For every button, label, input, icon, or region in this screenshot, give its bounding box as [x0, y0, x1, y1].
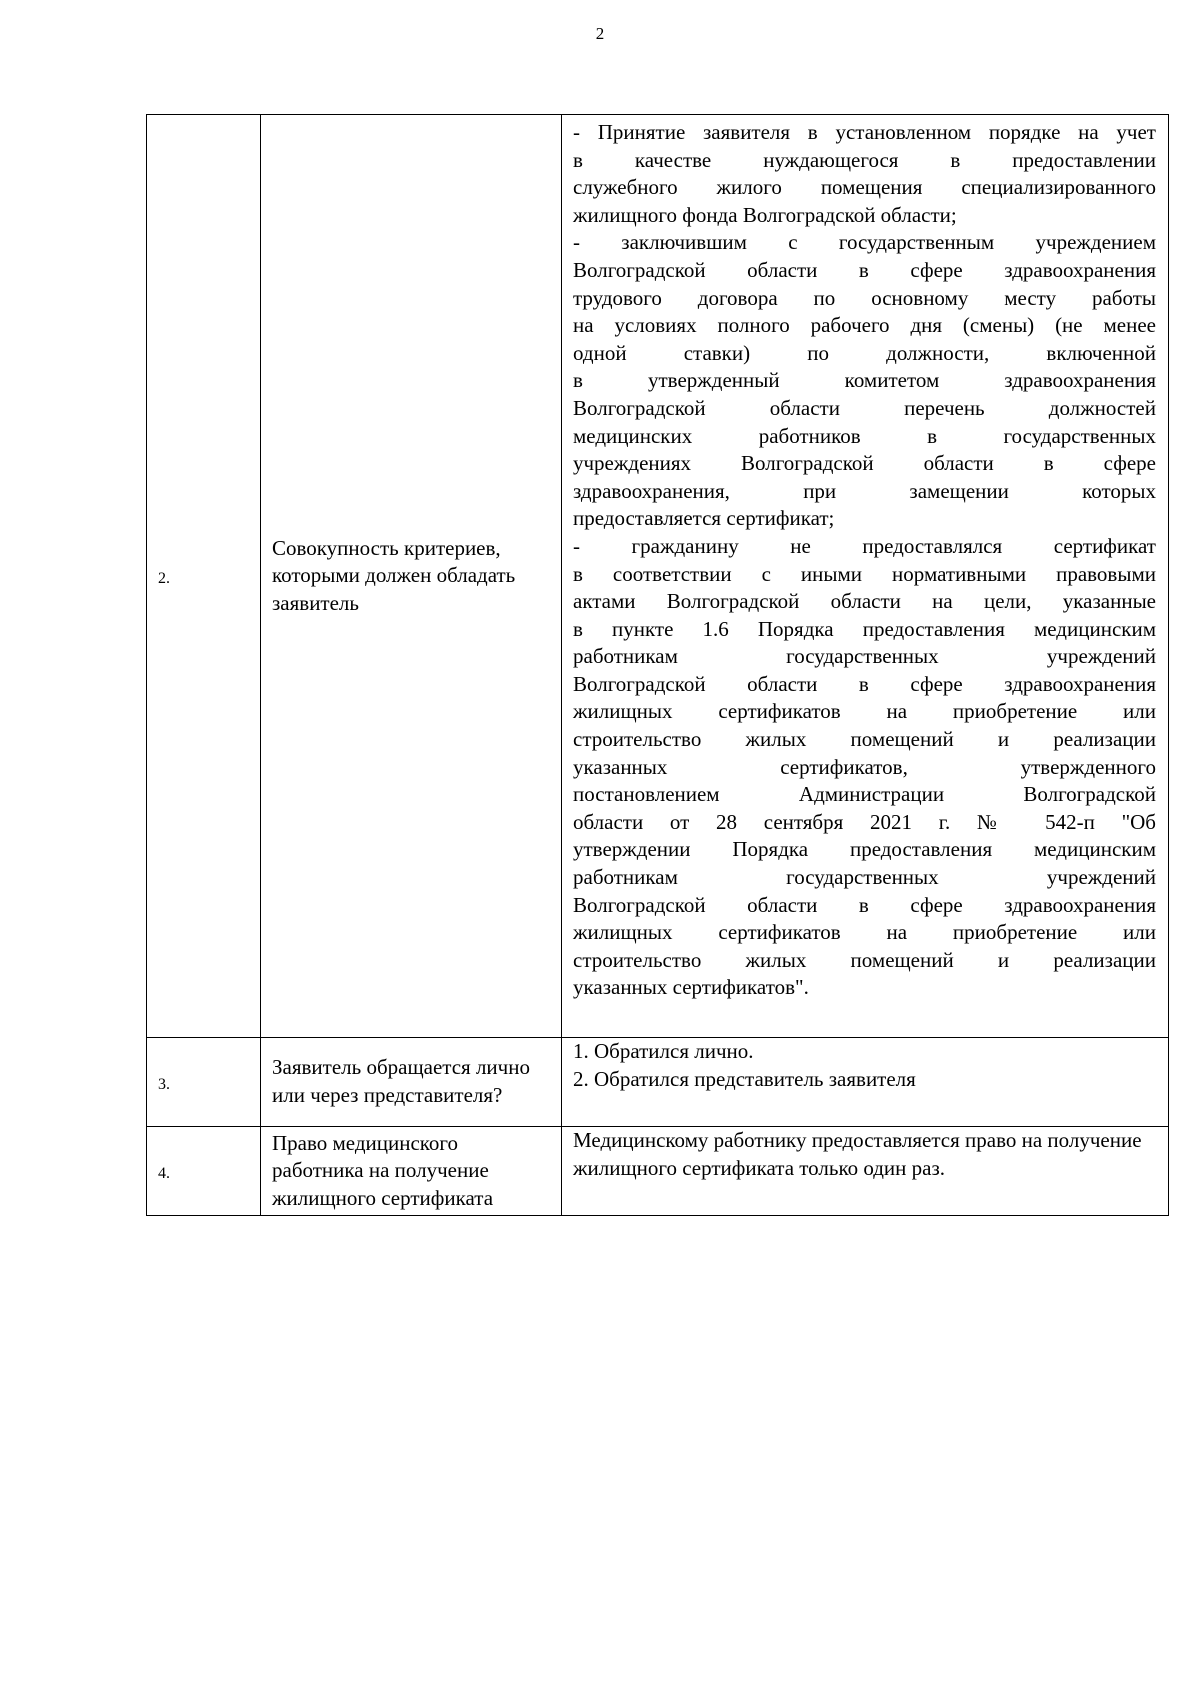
- value-line: в качестве нуждающегося в предоставлении: [573, 147, 1156, 172]
- value-line: медицинских работников в государственных: [573, 423, 1156, 448]
- value-line: одной ставки) по должности, включенной: [573, 340, 1156, 365]
- value-line: Волгоградской области в сфере здравоохранения: [573, 892, 1156, 917]
- value-line: работникам государственных учреждений: [573, 865, 1156, 890]
- value-line: в утвержденный комитетом здравоохранения: [573, 368, 1156, 393]
- value-line: утверждении Порядка предоставления медицинским: [573, 837, 1156, 862]
- value-line: области от 28 сентября 2021 г. № 542-п "Об: [573, 809, 1156, 834]
- value-line: работникам государственных учреждений: [573, 644, 1156, 669]
- value-line: - гражданину не предоставлялся сертификат: [573, 533, 1156, 558]
- value-line: на условиях полного рабочего дня (смены) (не менее: [573, 313, 1156, 338]
- value-line: указанных сертификатов, утвержденного: [573, 754, 1156, 779]
- value-line: в пункте 1.6 Порядка предоставления медицинским: [573, 616, 1156, 641]
- value-line: жилищных сертификатов на приобретение или: [573, 920, 1156, 945]
- value-cell: [562, 1038, 1169, 1127]
- value-cell: Медицинскому работнику предоставляется право на получение жилищного сертификата только один раз.: [562, 1127, 1169, 1216]
- value-line: строительство жилых помещений и реализации: [573, 947, 1156, 972]
- value-line: постановлением Администрации Волгоградской: [573, 782, 1156, 807]
- value-line: Волгоградской области перечень должностей: [573, 395, 1156, 420]
- value-line: 1. Обратился лично.: [573, 1039, 754, 1063]
- value-cell: [562, 115, 1169, 1038]
- value-line: в соответствии с иными нормативными правовыми: [573, 561, 1156, 586]
- value-line: здравоохранения, при замещении которых: [573, 478, 1156, 503]
- value-line: указанных сертификатов".: [573, 975, 809, 1000]
- criterion-cell: Право медицинского работника на получение жилищного сертификата: [261, 1127, 562, 1216]
- value-line: Волгоградской области в сфере здравоохранения: [573, 257, 1156, 282]
- table-row: [147, 115, 1169, 1038]
- value-line: - Принятие заявителя в установленном порядке на учет: [573, 120, 1156, 144]
- value-line: трудового договора по основному месту работы: [573, 285, 1156, 310]
- value-line: актами Волгоградской области на цели, указанные: [573, 589, 1156, 614]
- value-line: жилищных сертификатов на приобретение или: [573, 699, 1156, 724]
- value-line: жилищного фонда Волгоградской области;: [573, 202, 957, 227]
- value-line: 2. Обратился представитель заявителя: [573, 1066, 916, 1091]
- criterion-cell: Совокупность критериев, которыми должен обладать заявитель: [261, 115, 562, 1038]
- criteria-table: [146, 114, 1169, 1216]
- value-line: служебного жилого помещения специализированного: [573, 175, 1156, 200]
- value-line: учреждениях Волгоградской области в сфере: [573, 451, 1156, 476]
- value-line: - заключившим с государственным учреждением: [573, 230, 1156, 255]
- criterion-cell: Заявитель обращается лично или через представителя?: [261, 1038, 562, 1127]
- table-row: [147, 1038, 1169, 1127]
- page-number: 2: [595, 24, 605, 43]
- value-line: Волгоградской области в сфере здравоохранения: [573, 671, 1156, 696]
- value-line: предоставляется сертификат;: [573, 506, 835, 531]
- row-number: 3.: [147, 1038, 261, 1127]
- row-number: 4.: [147, 1127, 261, 1216]
- value-line: строительство жилых помещений и реализации: [573, 727, 1156, 752]
- row-number: 2.: [147, 115, 261, 1038]
- table-row: [147, 1127, 1169, 1216]
